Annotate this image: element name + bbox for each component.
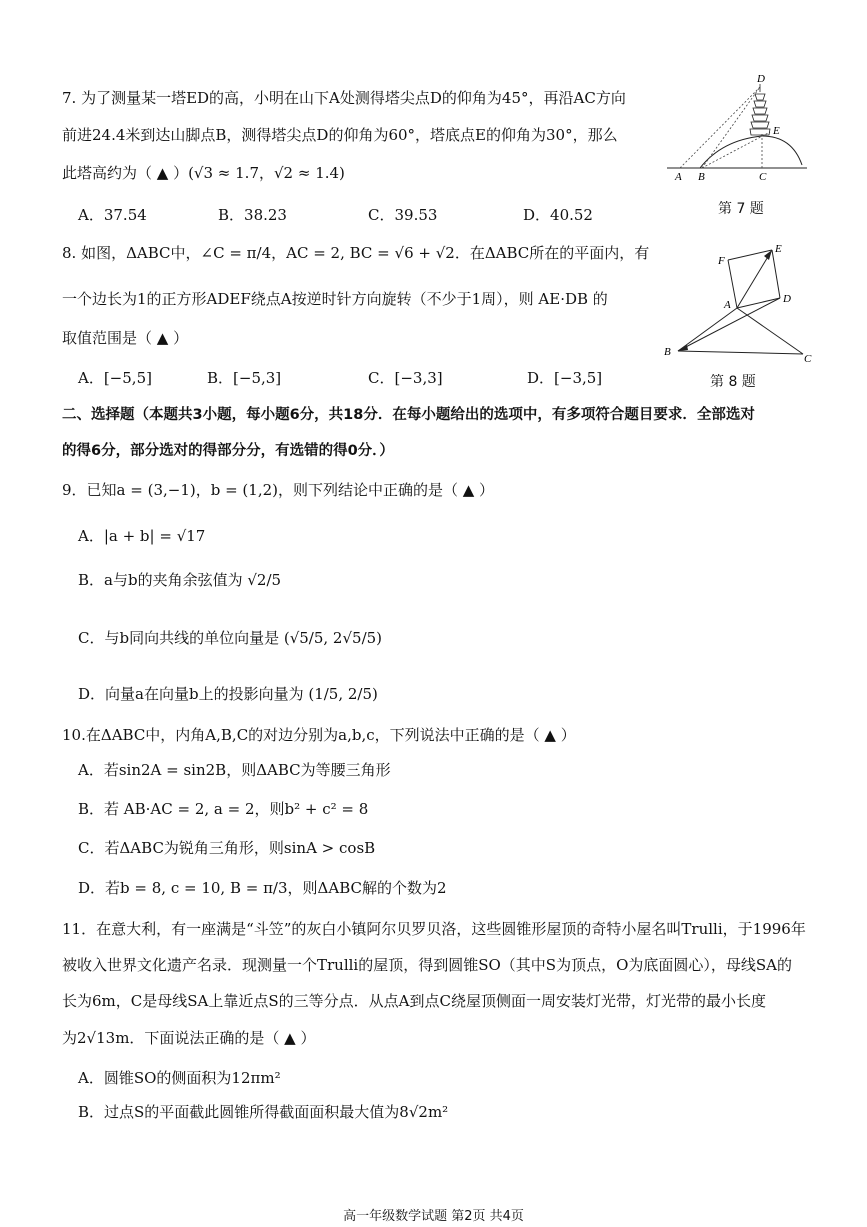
q8-side-bc [678,351,803,354]
q8-label-f: F [718,255,725,267]
q9-option-d: D．向量a在向量b上的投影向量为 (1/5, 2/5) [78,685,378,703]
q7-label-b: B [698,171,705,183]
q10-option-a: A．若sin2A = sin2B，则ΔABC为等腰三角形 [78,761,391,779]
q7-line-bd [702,87,760,168]
q8-figure [660,238,820,368]
q9-option-a: A．|a + b| = √17 [78,527,206,545]
q8-option-a: A．[−5,5] [78,369,152,387]
q10-stem: 10.在ΔABC中，内角A,B,C的对边分别为a,b,c，下列说法中正确的是（ ▲ ） [62,726,576,744]
q7-option-c: C．39.53 [368,206,438,224]
q8-line-3: 取值范围是（ ▲ ） [62,329,189,347]
q8-option-b: B．[−5,3] [207,369,282,387]
q8-option-c: C．[−3,3] [368,369,443,387]
q7-option-d: D．40.52 [523,206,593,224]
q11-option-a: A．圆锥SO的侧面积为12πm² [78,1069,281,1087]
q11-line-1: 11．在意大利，有一座满是“斗笠”的灰白小镇阿尔贝罗贝洛，这些圆锥形屋顶的奇特小屋名叫Trulli，于1996年 [62,920,806,938]
q7-option-a: A．37.54 [78,206,147,224]
q7-label-c: C [759,171,767,183]
q11-line-3: 长为6m，C是母线SA上靠近点S的三等分点．从点A到点C绕屋顶侧面一周安装灯光带，灯光带的最小长度 [62,992,766,1010]
q8-arrow-b [678,345,688,351]
page-footer: 高一年级数学试题 第2页 共4页 [343,1209,524,1224]
q10-option-b: B．若 AB·AC = 2, a = 2，则b² + c² = 8 [78,800,369,818]
section-2-line-2: 的得6分，部分选对的得部分分，有选错的得0分．） [62,443,394,459]
q9-stem: 9．已知a = (3,−1)，b = (1,2)，则下列结论中正确的是（ ▲ ） [62,481,495,499]
q7-line-ad [680,87,760,168]
q7-option-b: B．38.23 [218,206,287,224]
q10-option-d: D．若b = 8, c = 10, B = π/3，则ΔABC解的个数为2 [78,879,447,897]
q7-figure [662,70,812,185]
q7-label-a: A [675,171,682,183]
q8-caption: 第 8 题 [710,374,756,390]
q7-line-be [702,132,770,168]
q8-side-de [772,250,780,298]
q7-label-e: E [773,125,780,137]
q7-line-2: 前进24.4米到达山脚点B，测得塔尖点D的仰角为60°，塔底点E的仰角为30°，那么 [62,126,618,144]
q7-caption: 第 7 题 [718,201,764,217]
q8-line-1: 8. 如图，ΔABC中，∠C = π/4，AC = 2, BC = √6 + √2．在ΔABC所在的平面内，有 [62,244,650,262]
q8-vector-ae [737,250,772,308]
q11-option-b: B．过点S的平面截此圆锥所得截面面积最大值为8√2m² [78,1103,449,1121]
q8-side-ad [737,298,780,308]
q7-line-1: 7. 为了测量某一塔ED的高，小明在山下A处测得塔尖点D的仰角为45°，再沿AC方向 [62,89,626,107]
q8-option-d: D．[−3,5] [527,369,603,387]
q8-side-ba [678,308,737,351]
q8-label-d: D [783,293,791,305]
q11-line-2: 被收入世界文化遗产名录．现测量一个Trulli的屋顶，得到圆锥SO（其中S为顶点，O为底面圆心），母线SA的 [62,956,792,974]
q9-option-c: C．与b同向共线的单位向量是 (√5/5, 2√5/5) [78,629,383,647]
q8-label-b: B [664,346,671,358]
q7-line-3: 此塔高约为（ ▲ ）(√3 ≈ 1.7，√2 ≈ 1.4) [62,164,345,182]
q7-tower [750,84,770,135]
q11-line-4: 为2√13m．下面说法正确的是（ ▲ ） [62,1029,316,1047]
q8-label-c: C [804,353,812,365]
q9-option-b: B．a与b的夹角余弦值为 √2/5 [78,571,282,589]
q8-label-a: A [724,299,731,311]
q7-hill [700,136,802,168]
q8-line-2: 一个边长为1的正方形ADEF绕点A按逆时针方向旋转（不少于1周），则 AE·DB 的 [62,290,608,308]
q7-label-d: D [757,73,765,85]
q10-option-c: C．若ΔABC为锐角三角形，则sinA > cosB [78,839,376,857]
q8-label-e: E [775,243,782,255]
section-2-line-1: 二、选择题（本题共3小题，每小题6分，共18分．在每小题给出的选项中，有多项符合题目要求．全部选对 [62,407,755,423]
